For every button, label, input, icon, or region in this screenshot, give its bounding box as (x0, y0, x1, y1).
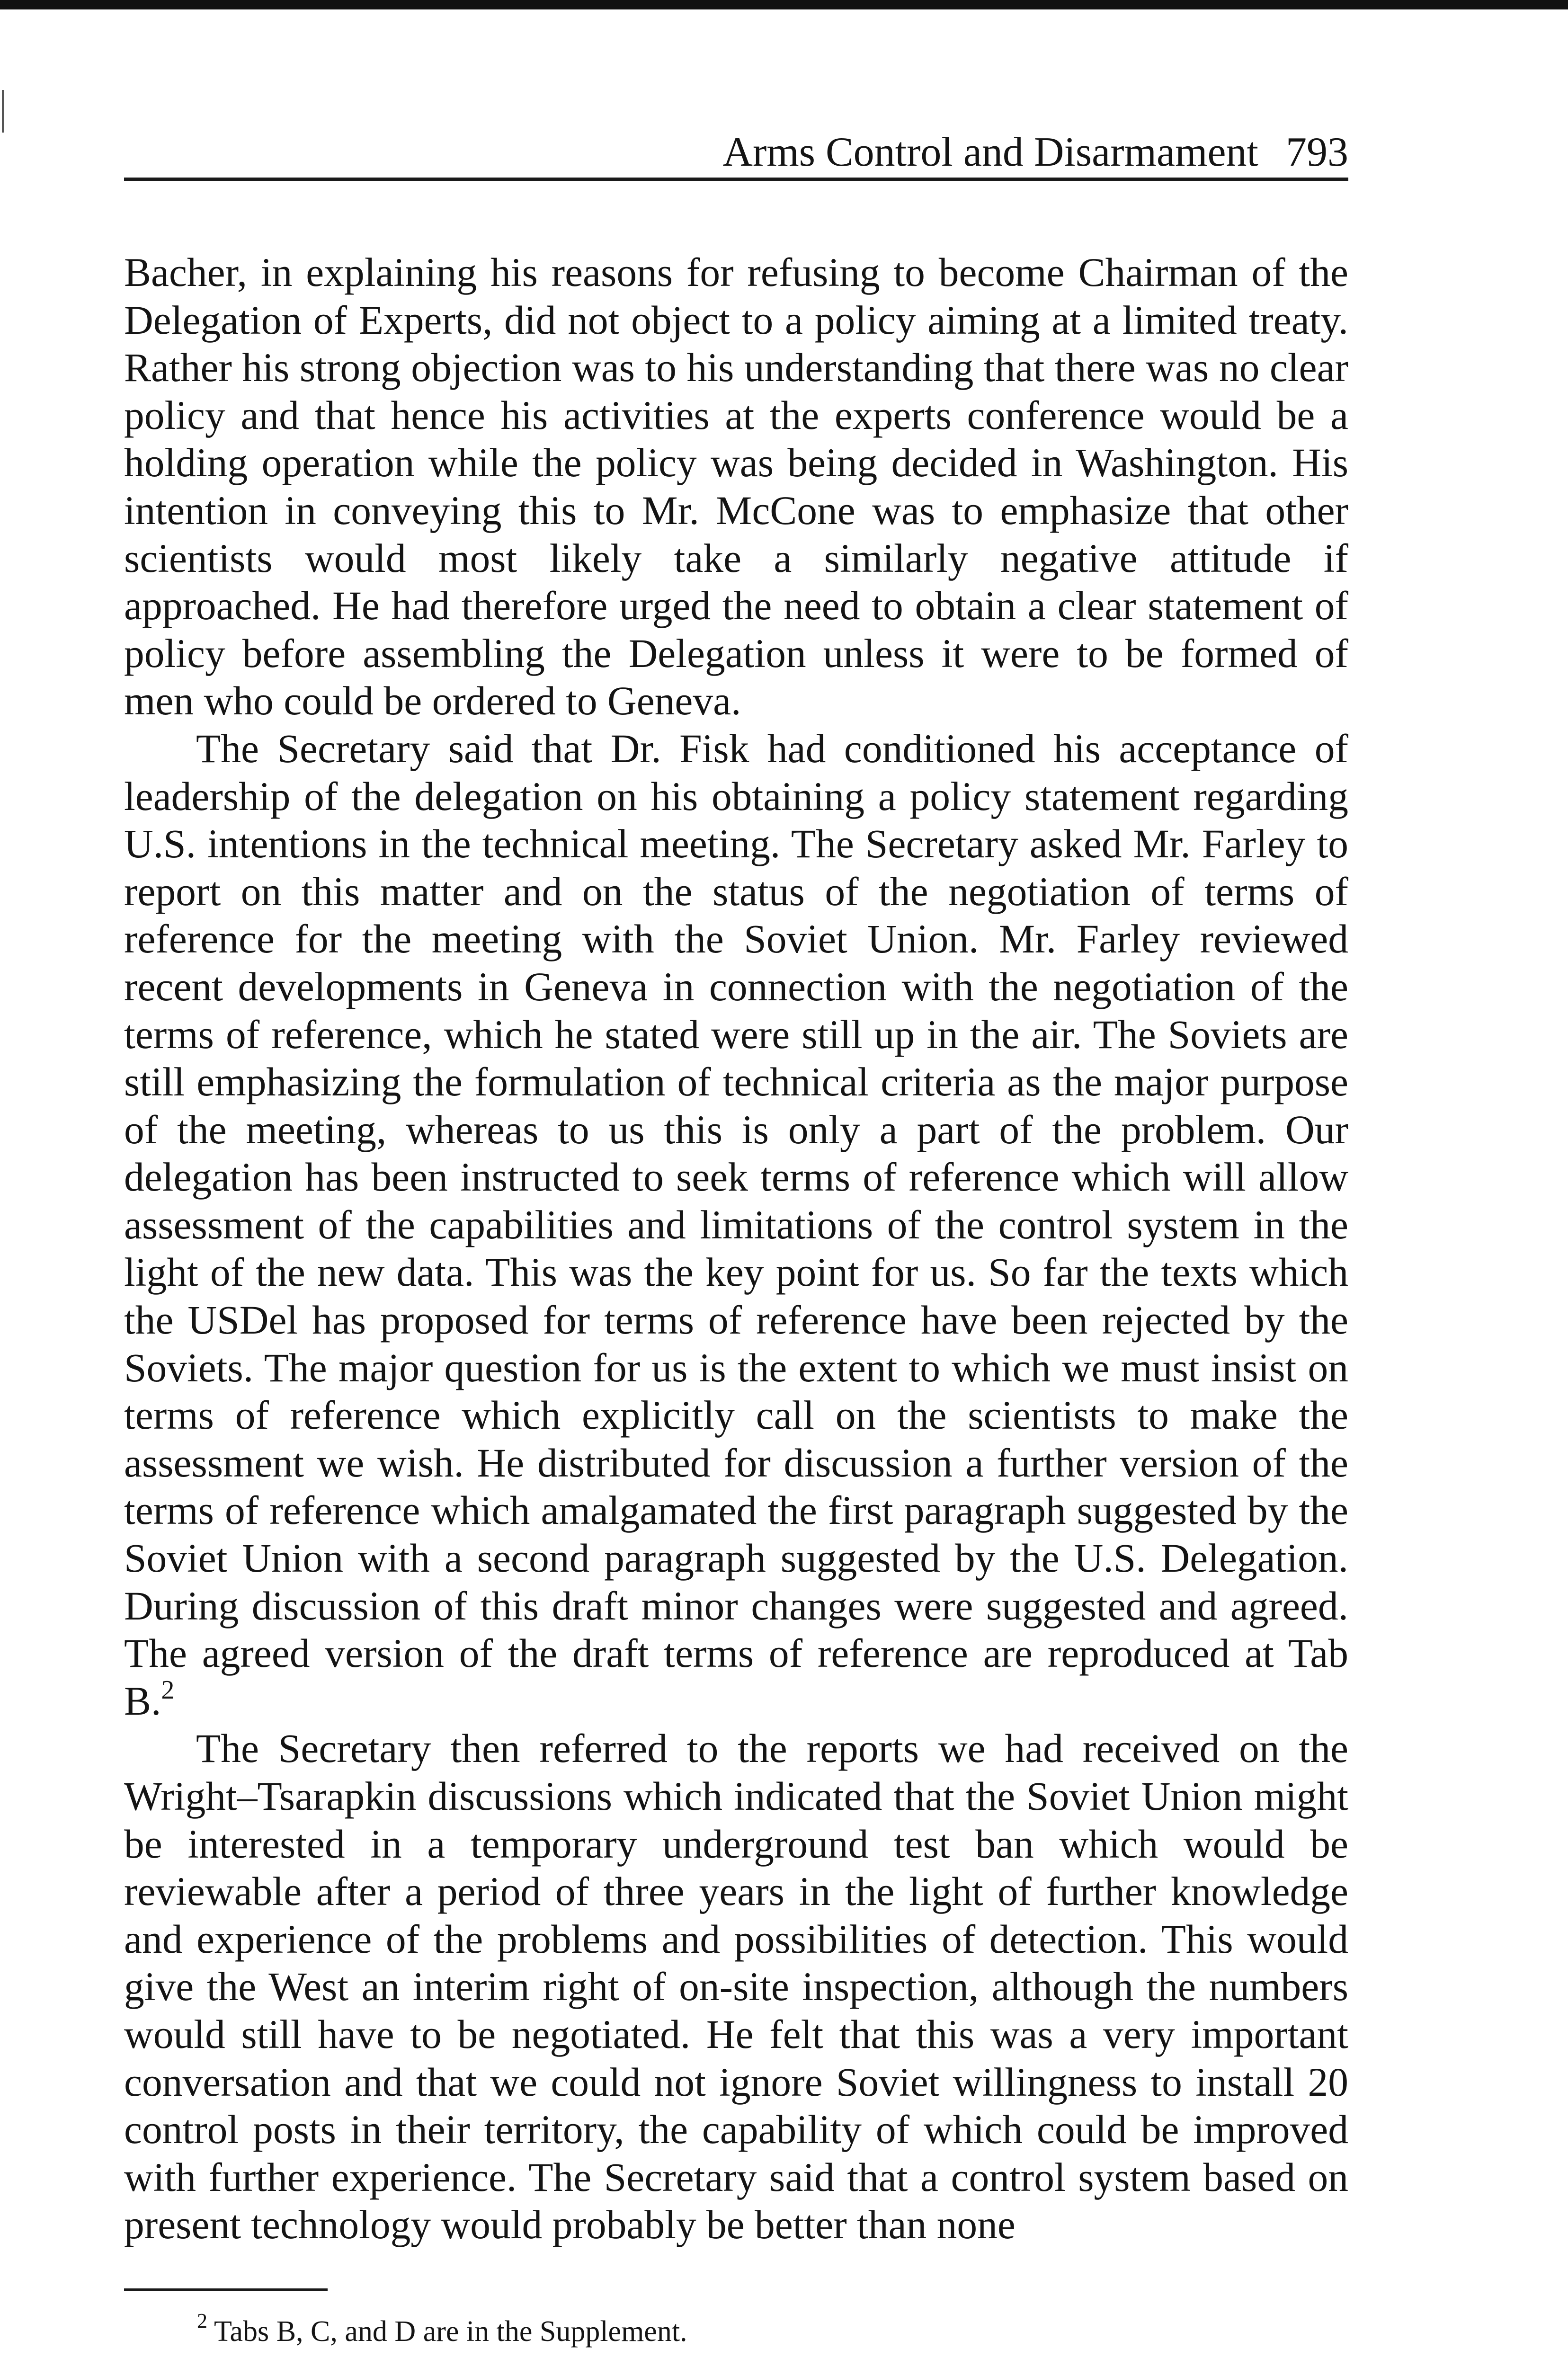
footnote-text: Tabs B, C, and D are in the Supplement. (214, 2315, 687, 2348)
footnote-divider (124, 2288, 328, 2291)
footnote-mark: 2 (197, 2309, 207, 2332)
scan-border (0, 0, 1568, 9)
footnote (197, 2310, 687, 2353)
page-number: 793 (1286, 129, 1348, 175)
paragraph-2 (124, 725, 1348, 1725)
running-header (124, 124, 1348, 181)
body-text (124, 249, 1348, 2249)
paragraph-2-text: The Secretary said that Dr. Fisk had conditioned his acceptance of leadership of the delegation on his obtaining a policy statement regarding U.S. intentions in the technical meeting. The Secretary asked Mr. Farley to report on this matter and on the status of the negotiation of terms of reference for the meeting with the Soviet Union. Mr. Farley reviewed recent developments in Geneva in connection with the negotiation of the terms of reference, which he stated were still up in the air. The Soviets are still emphasizing the formulation of technical criteria as the major purpose of the meeting, whereas to us this is only a part of the problem. Our delegation has been instructed to seek terms of reference which will allow assessment of the capabilities and limitations of the control system in the light of the new data. This was the key point for us. So far the texts which the USDel has proposed for terms of reference have been rejected by the Soviets. The major question for us is the extent to which we must insist on terms of reference which explicitly call on the scientists to make the assessment we wish. He distributed for discussion a further version of the terms of reference which amalgamated the first paragraph suggested by the Soviet Union with a second paragraph suggested by the U.S. Delegation. During discussion of this draft minor changes were suggested and agreed. The agreed version of the draft terms of reference are reproduced at Tab B. (124, 726, 1348, 1724)
paragraph-3: The Secretary then referred to the reports we had received on the Wright–Tsarapkin discussions which indicated that the Soviet Union might be interested in a temporary underground test ban which would be reviewable after a period of three years in the light of further knowledge and experience of the problems and possibilities of detection. This would give the West an interim right of on-site inspection, although the numbers would still have to be negotiated. He felt that this was a very important conversation and that we could not ignore Soviet willingness to install 20 control posts in their territory, the capability of which could be improved with further experience. The Secretary said that a control system based on present technology would probably be better than none (124, 1726, 1348, 2248)
footnote-reference: 2 (161, 1675, 175, 1705)
running-head-title: Arms Control and Disarmament (722, 129, 1258, 175)
paragraph-1: Bacher, in explaining his reasons for refusing to become Chairman of the Delegation of Experts, did not object to a policy aiming at a limited treaty. Rather his strong objection was to his understanding that there was no clear policy and that hence his activities at the experts conference would be a holding operation while the policy was being decided in Washington. His intention in conveying this to Mr. McCone was to emphasize that other scientists would most likely take a similarly negative attitude if approached. He had therefore urged the need to obtain a clear statement of policy before assembling the Delegation unless it were to be formed of men who could be ordered to Geneva. (124, 250, 1348, 724)
scan-mark (2, 90, 4, 133)
